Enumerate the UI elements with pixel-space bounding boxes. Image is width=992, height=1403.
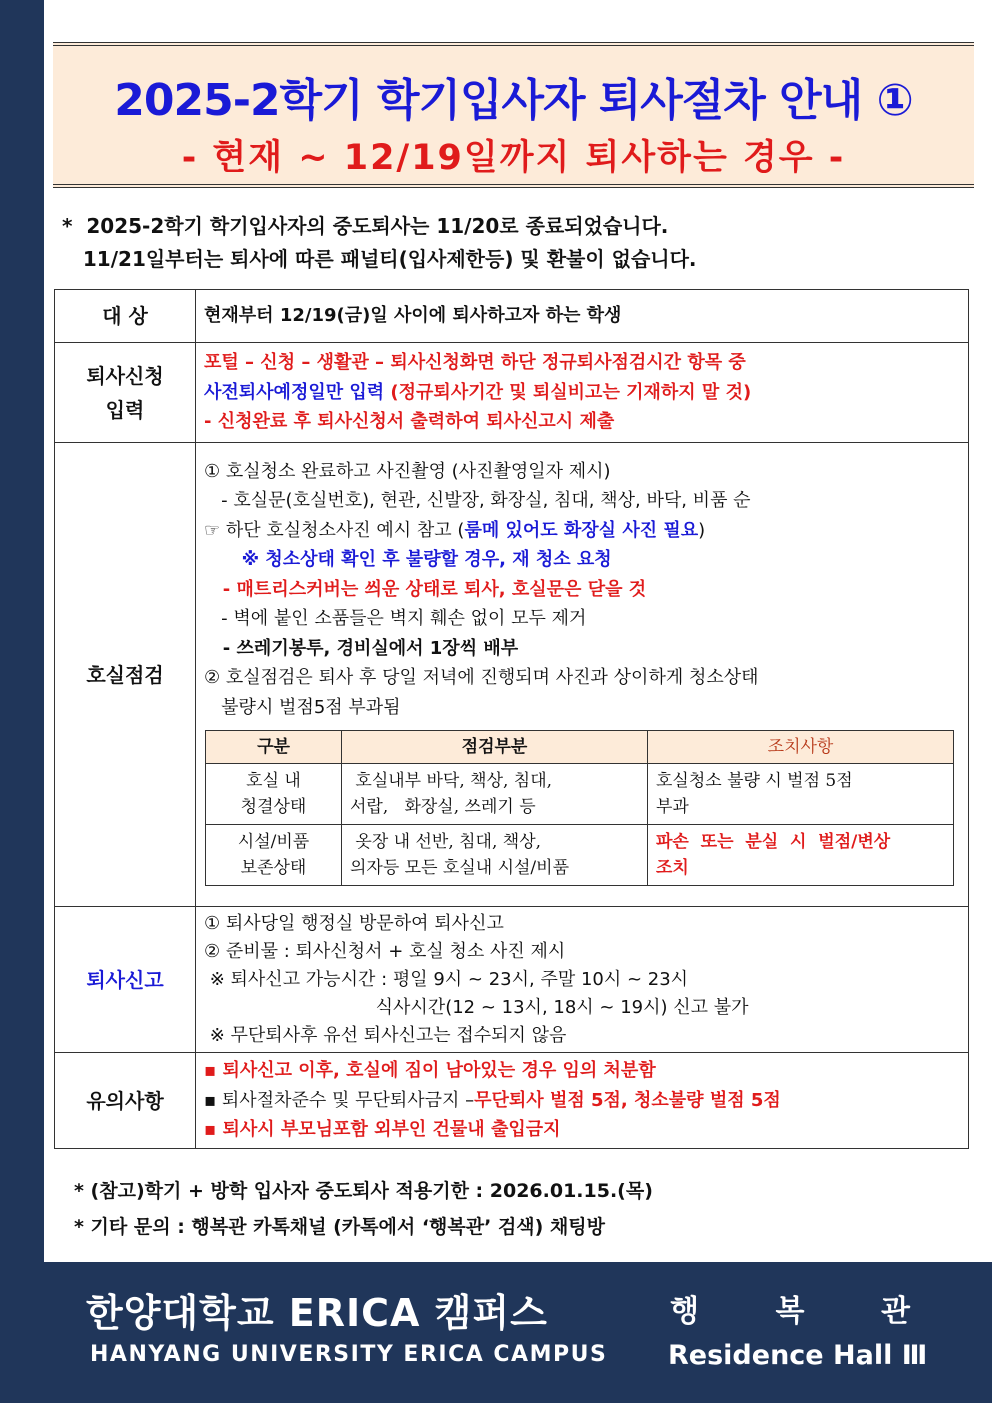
residence-hall-name-kr: 행 복 관 — [670, 1294, 910, 1329]
left-accent-bar — [0, 0, 44, 1403]
table-row-target — [55, 290, 969, 343]
inspection-criteria-table — [205, 730, 954, 886]
table-row-report — [55, 907, 969, 1053]
reference-line-2: * 기타 문의 : 행복관 카톡채널 (카톡에서 ‘행복관’ 검색) 채팅방 — [74, 1216, 606, 1238]
apply-label: 퇴사신청 입력 — [55, 343, 196, 443]
apply-line-1: 포털 – 신청 – 생활관 – 퇴사신청화면 하단 정규퇴사점검시간 항목 중 — [204, 352, 746, 374]
apply-text — [196, 343, 969, 443]
residence-hall-name-en: Residence Hall Ⅲ — [668, 1340, 928, 1371]
target-text: 현재부터 12/19(금)일 사이에 퇴사하고자 하는 학생 — [196, 290, 969, 343]
procedure-table — [54, 289, 969, 1149]
inner-header-check: 점검부분 — [342, 731, 648, 764]
target-label: 대 상 — [55, 290, 196, 343]
report-label: 퇴사신고 — [55, 907, 196, 1053]
footer-banner — [0, 1262, 992, 1403]
table-row: 시설/비품 보존상태 옷장 내 선반, 침대, 책상, 의자등 모든 호실내 시설/비품 파손 또는 분실 시 벌점/변상 조치 — [206, 825, 954, 886]
inner-header-row — [206, 731, 954, 764]
report-text: ① 퇴사당일 행정실 방문하여 퇴사신고 ② 준비물 : 퇴사신청서 + 호실 청소 사진 제시 ※ 퇴사신고 가능시간 : 평일 9시 ~ 23시, 주말 10시 ~ 23시 식사시간(12 ~ 13시, 18시 ~ 19시) 신고 불가 ※ 무단퇴사후 유선 퇴사신고는 접수되지 않음 — [196, 907, 969, 1053]
inspection-text: ① 호실청소 완료하고 사진촬영 (사진촬영일자 제시) - 호실문(호실번호), 현관, 신발장, 화장실, 침대, 책상, 바닥, 비품 순 ☞ 하단 호실청소사진 예시 참고 (룸메 있어도 화장실 사진 필요) ※ 청소상태 확인 후 불량할 경우, 재 청소 요청 - 매트리스커버는 씌운 상태로 퇴사, 호실문은 닫을 것 - 벽에 붙인 소품들은 벽지 훼손 없이 모두 제거 - 쓰레기봉투, 경비실에서 1장씩 배부 ② 호실점검은 퇴사 후 당일 저녁에 진행되며 사진과 상이하게 청소상태 불량시 벌점5점 부과됨 구분 점검부분 조치사항 호실 내 청결상태 호실내부 바닥, 책상, 침대, 서랍, 화장실, 쓰레기 등 호실청소 불량 시 벌점 5점 부과 시설/비품 보존상태 옷장 내 선반, 침대, 책상, 의자등 모든 호실내 시설/비품 파손 또는 분실 시 벌점/변상 조치 — [196, 443, 969, 907]
table-row-caution — [55, 1053, 969, 1149]
apply-line-3: - 신청완료 후 퇴사신청서 출력하여 퇴사신고시 제출 — [204, 411, 615, 433]
notice-text — [62, 210, 697, 276]
notice-line-2: 11/21일부터는 퇴사에 따른 패널티(입사제한등) 및 환불이 없습니다. — [62, 247, 697, 271]
table-row: 호실 내 청결상태 호실내부 바닥, 책상, 침대, 서랍, 화장실, 쓰레기 등 호실청소 불량 시 벌점 5점 부과 — [206, 764, 954, 825]
apply-line-2: 사전퇴사예정일만 입력 (정규퇴사기간 및 퇴실비고는 기재하지 말 것) — [204, 381, 752, 403]
caution-label: 유의사항 — [55, 1053, 196, 1149]
inner-header-category: 구분 — [206, 731, 342, 764]
table-row-apply — [55, 343, 969, 443]
reference-notes — [74, 1173, 653, 1245]
table-row-inspection — [55, 443, 969, 907]
university-name-kr: 한양대학교 ERICA 캠퍼스 — [86, 1291, 548, 1335]
reference-line-1: * (참고)학기 + 방학 입사자 중도퇴사 적용기한 : 2026.01.15.(목) — [74, 1180, 653, 1202]
university-name-en: HANYANG UNIVERSITY ERICA CAMPUS — [90, 1342, 608, 1367]
inner-header-action: 조치사항 — [648, 731, 954, 764]
page-title: 2025-2학기 학기입사자 퇴사절차 안내 ① — [114, 75, 913, 126]
title-banner — [53, 42, 974, 188]
caution-text: ▪ 퇴사신고 이후, 호실에 짐이 남아있는 경우 임의 처분함 ▪ 퇴사절차준수 및 무단퇴사금지 –무단퇴사 벌점 5점, 청소불량 벌점 5점 ▪ 퇴사시 부모님포함 외부인 건물내 출입금지 — [196, 1053, 969, 1149]
inspection-label: 호실점검 — [55, 443, 196, 907]
page-subtitle: - 현재 ~ 12/19일까지 퇴사하는 경우 - — [181, 138, 846, 178]
notice-line-1: * 2025-2학기 학기입사자의 중도퇴사는 11/20로 종료되었습니다. — [62, 214, 669, 238]
